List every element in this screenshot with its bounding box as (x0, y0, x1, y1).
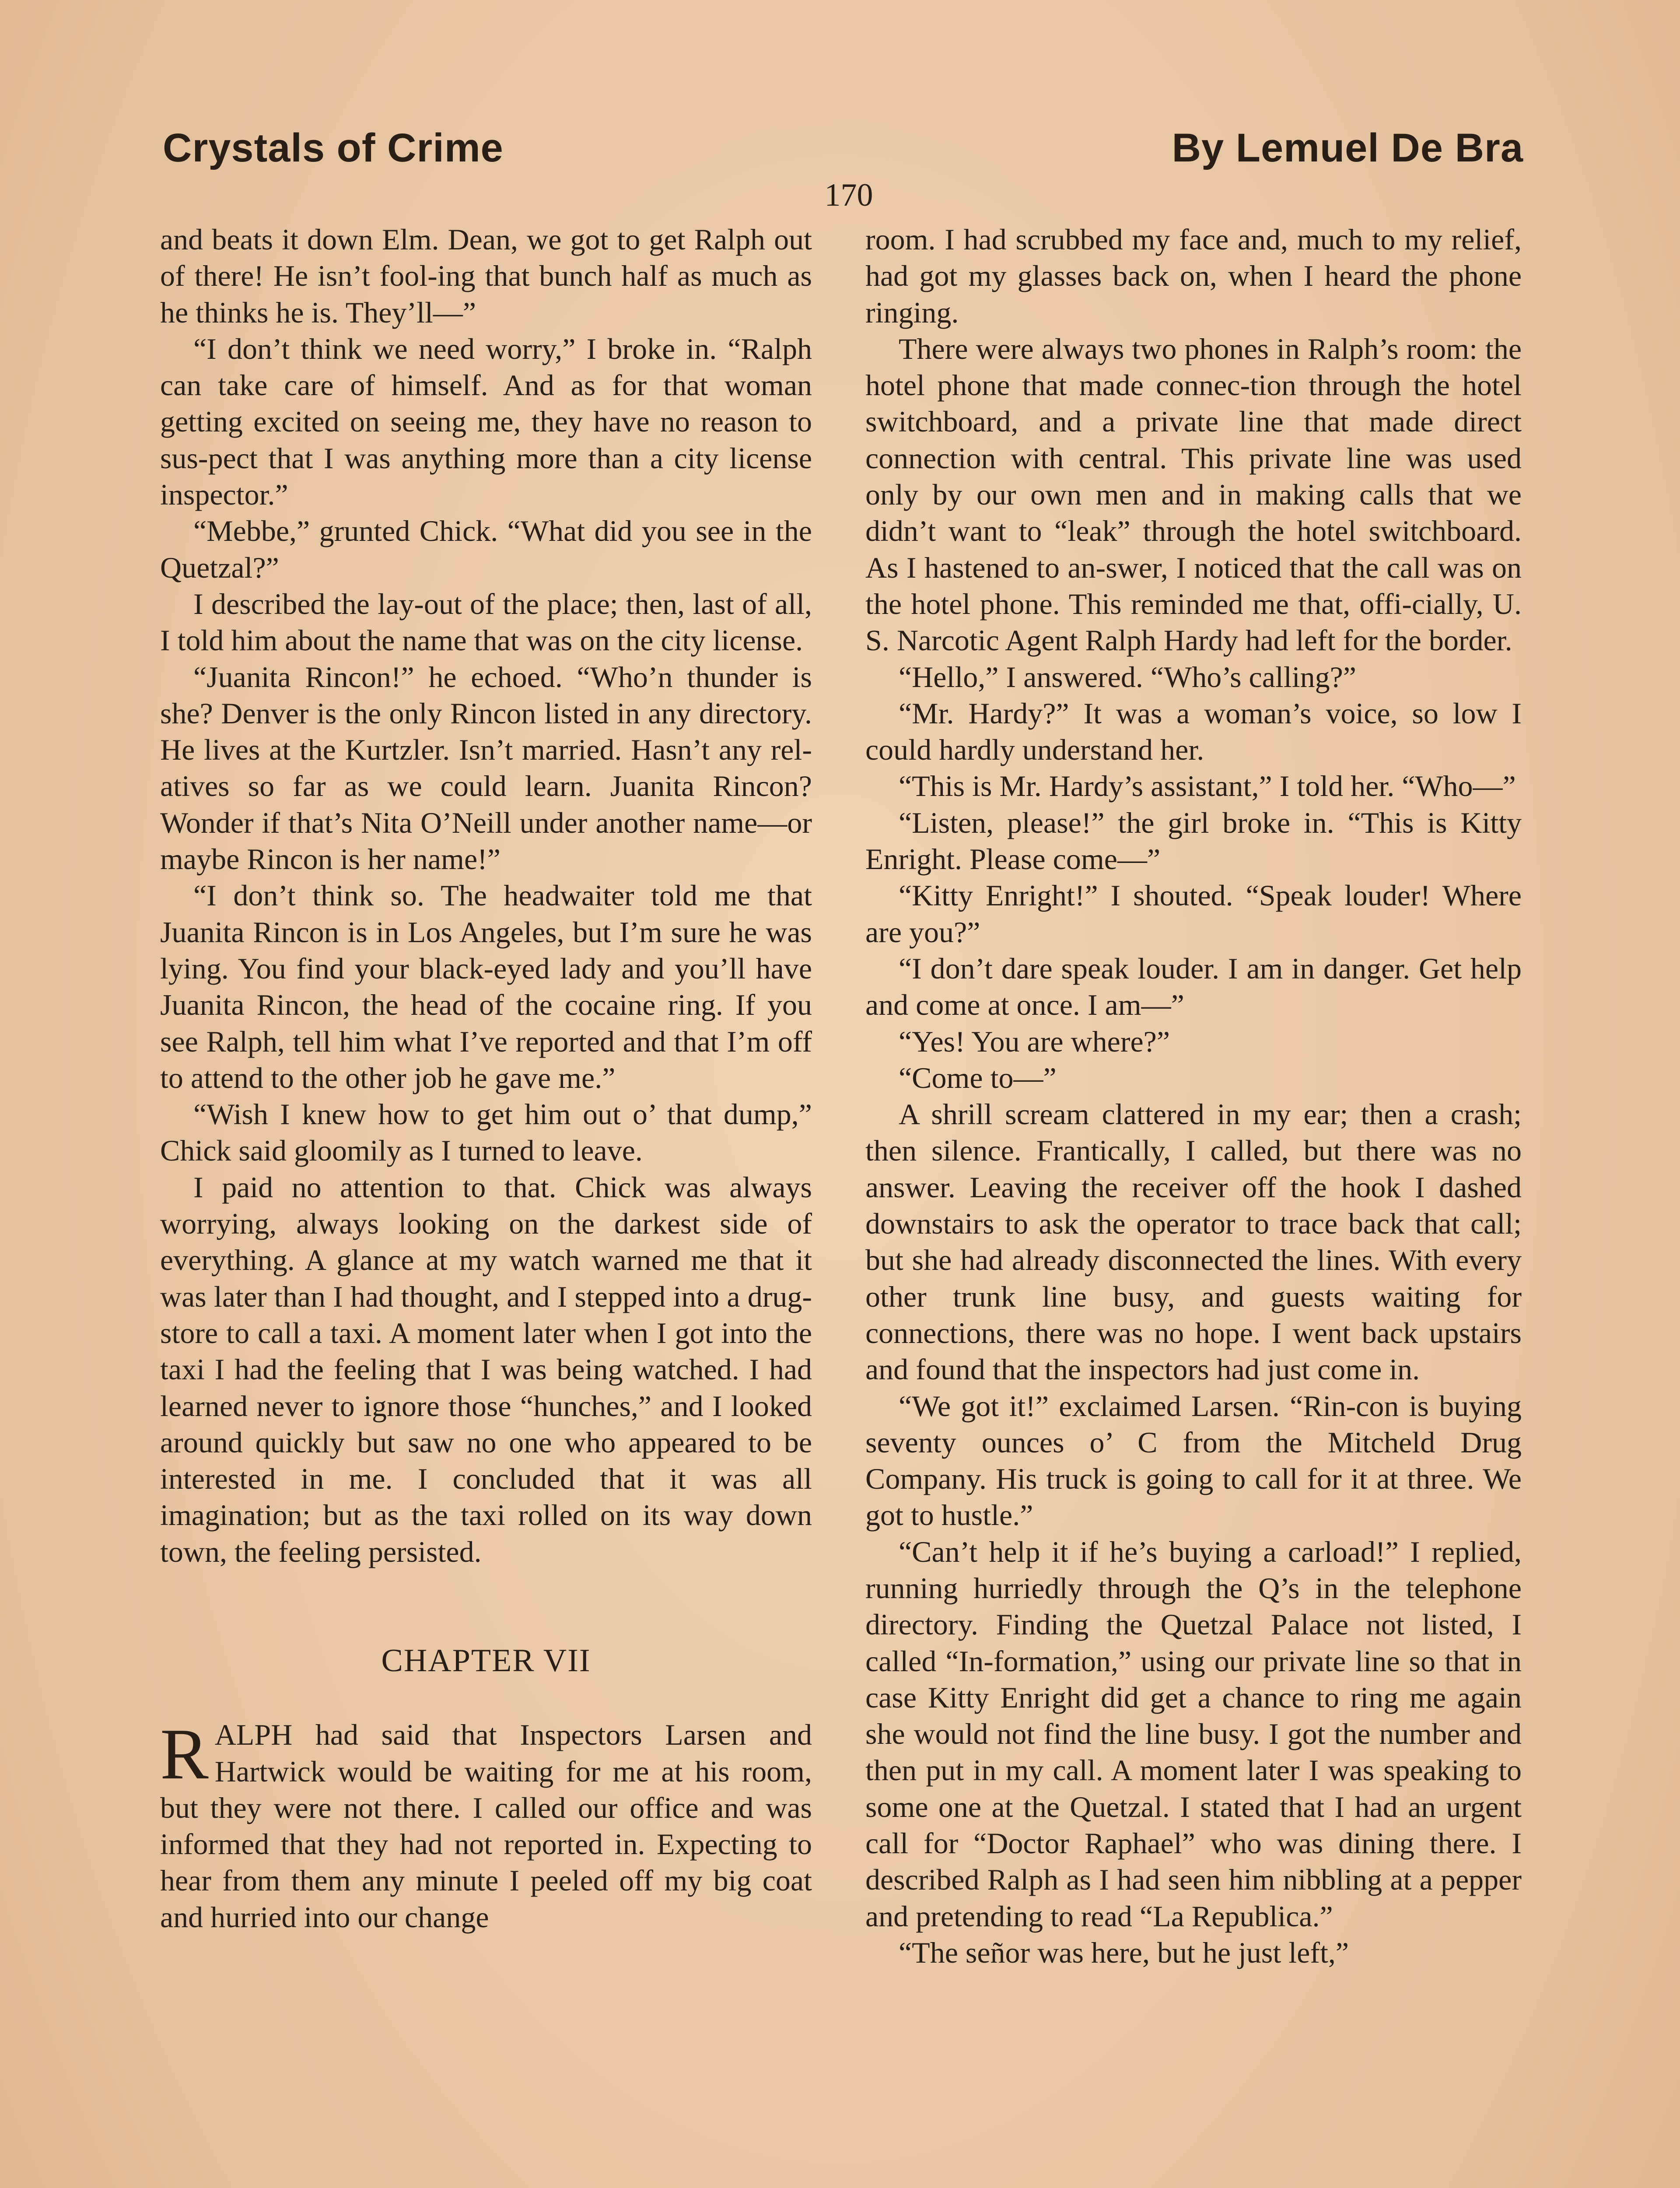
paragraph: “Come to—” (899, 1061, 1057, 1094)
paragraph: “The señor was here, but he just left,” (899, 1936, 1349, 1969)
paragraph: “Listen, please!” the girl broke in. “This is Kitty Enright. Please come—” (865, 806, 1522, 876)
paragraph: I described the lay-out of the place; then, last of all, I told him about the name that was on the city license. (160, 587, 812, 657)
paragraph: “Wish I knew how to get him out o’ that dump,” Chick said gloomily as I turned to leave. (160, 1098, 812, 1168)
paragraph: “I don’t dare speak louder. I am in danger. Get help and come at once. I am—” (865, 951, 1522, 1022)
paragraph: There were always two phones in Ralph’s room: the hotel phone that made connec-tion through the hotel switchboard, and a private line that made direct connection with central. This private line was used only by our own men and in making calls that we didn’t want to “leak” through the hotel switchboard. As I hastened to an-swer, I noticed that the call was on the hotel phone. This reminded me that, offi-cially, U. S. Narcotic Agent Ralph Hardy had left for the border. (865, 332, 1522, 657)
paragraph: “I don’t think so. The headwaiter told me that Juanita Rincon is in Los Angeles, but I’m sure he was lying. You find your black-eyed lady and you’ll have Juanita Rincon, the head of the cocaine ring. If you see Ralph, tell him what I’ve reported and that I’m off to attend to the other job he gave me.” (160, 879, 812, 1094)
paragraph: A shrill scream clattered in my ear; then a crash; then silence. Frantically, I called, but there was no answer. Leaving the receiver off the hook I dashed downstairs to ask the operator to trace back that call; but she had already disconnected the lines. With every other trunk line busy, and guests waiting for connections, there was no hope. I went back upstairs and found that the inspectors had just come in. (865, 1098, 1522, 1386)
paragraph: “Mebbe,” grunted Chick. “What did you see in the Quetzal?” (160, 514, 812, 584)
paragraph: and beats it down Elm. Dean, we got to get Ralph out of there! He isn’t fool-ing that bunch half as much as he thinks he is. They’ll—” (160, 223, 812, 329)
drop-cap: R (160, 1714, 209, 1795)
paragraph: “Yes! You are where?” (899, 1024, 1170, 1058)
paragraph: I paid no attention to that. Chick was always worrying, always looking on the darkest side of everything. A glance at my watch warned me that it was later than I had thought, and I stepped into a drug-store to call a taxi. A moment later when I got into the taxi I had the feeling that I was being watched. I had learned never to ignore those “hunches,” and I looked around quickly but saw no one who appeared to be interested in me. I concluded that it was all imagination; but as the taxi rolled on its way down town, the feeling persisted. (160, 1170, 812, 1568)
page-number: 170 (824, 177, 873, 213)
paragraph: “This is Mr. Hardy’s assistant,” I told her. “Who—” (899, 769, 1516, 803)
left-column (160, 221, 812, 1936)
paragraph: “Juanita Rincon!” he echoed. “Who’n thunder is she? Denver is the only Rincon listed in any directory. He lives at the Kurtzler. Isn’t married. Hasn’t any rel-atives so far as we could learn. Juanita Rincon? Wonder if that’s Nita O’Neill under another name—or maybe Rincon is her name!” (160, 660, 812, 876)
story-author: By Lemuel De Bra (1172, 126, 1523, 170)
paragraph: “Mr. Hardy?” It was a woman’s voice, so low I could hardly understand her. (865, 696, 1522, 767)
chapter-heading: CHAPTER VII (381, 1642, 591, 1679)
chapter-opening-paragraph (160, 1714, 812, 1936)
paragraph: room. I had scrubbed my face and, much to my relief, had got my glasses back on, when I heard the phone ringing. (865, 223, 1522, 329)
paragraph: “Can’t help it if he’s buying a carload!” I replied, running hurriedly through the Q’s in the telephone directory. Finding the Quetzal Palace not listed, I called “In-formation,” using our private line so that in case Kitty Enright did get a chance to ring me again she would not find the line busy. I got the number and then put in my call. A moment later I was speaking to some one at the Quetzal. I stated that I had an urgent call for “Doctor Raphael” who was dining there. I described Ralph as I had seen him nibbling at a pepper and pretending to read “La Republica.” (865, 1535, 1522, 1933)
paragraph: “Kitty Enright!” I shouted. “Speak louder! Where are you?” (865, 879, 1522, 949)
story-title: Crystals of Crime (163, 126, 504, 170)
paragraph-text: ALPH had said that Inspectors Larsen and Hartwick would be waiting for me at his room, but they were not there. I called our office and was informed that they had not reported in. Expecting to hear from them any minute I peeled off my big coat and hurried into our change (160, 1718, 812, 1934)
paragraph: “Hello,” I answered. “Who’s calling?” (899, 660, 1356, 694)
paragraph: “I don’t think we need worry,” I broke in. “Ralph can take care of himself. And as for that woman getting excited on seeing me, they have no reason to sus-pect that I was anything more than a city license inspector.” (160, 332, 812, 512)
paragraph: “We got it!” exclaimed Larsen. “Rin-con is buying seventy ounces o’ C from the Mitcheld Drug Company. His truck is going to call for it at three. We got to hustle.” (865, 1389, 1522, 1532)
right-column (865, 221, 1522, 1971)
